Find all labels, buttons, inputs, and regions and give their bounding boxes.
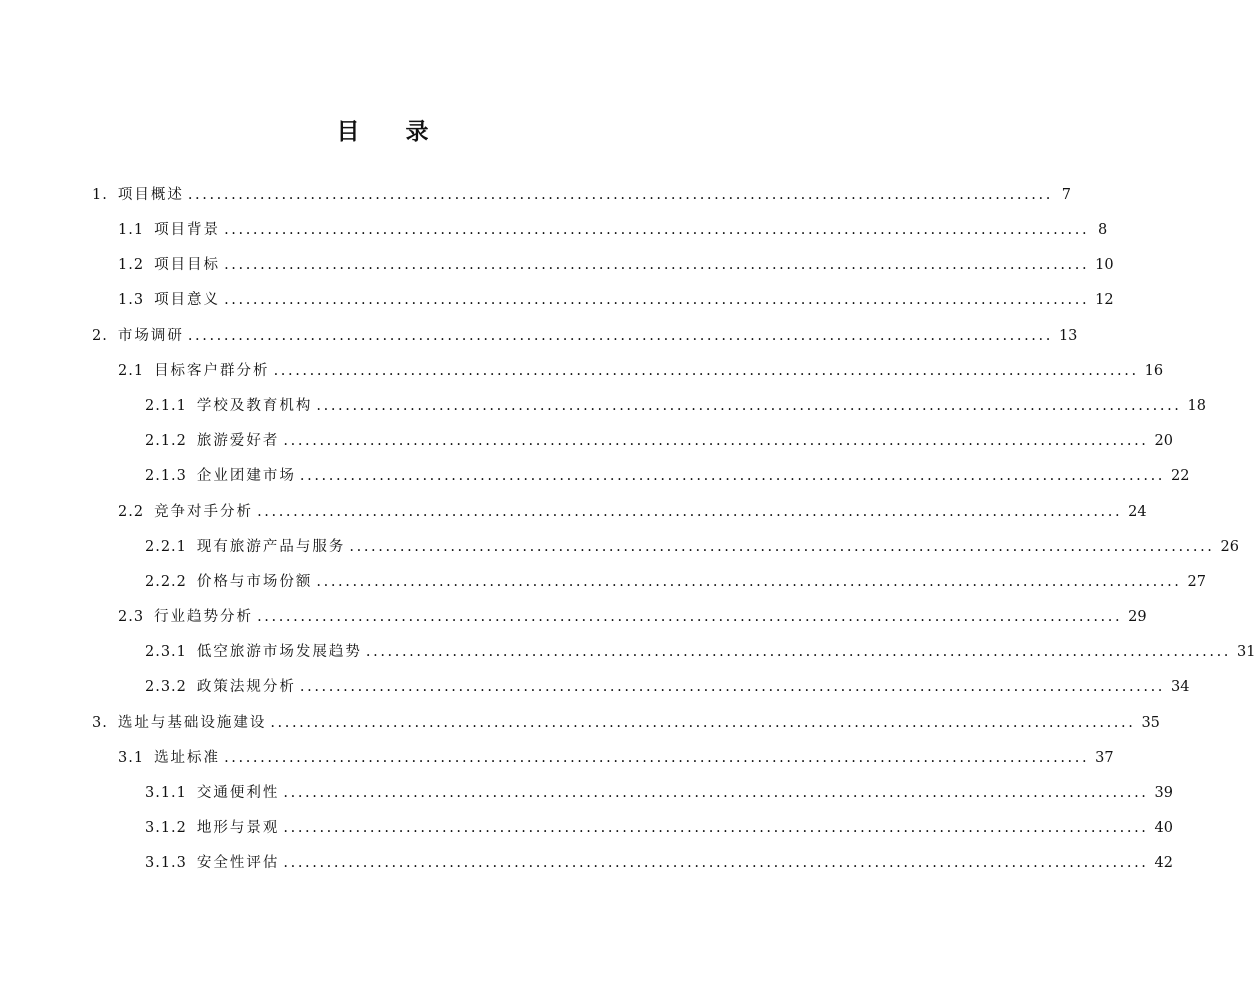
toc-dot-leader: ........................................................................................................................ [365,643,1232,660]
toc-entry-page-number: 35 [1141,714,1160,731]
toc-entry[interactable] [92,174,1071,203]
toc-entry[interactable] [145,666,1190,695]
toc-entry-number: 2.2 [118,503,145,520]
toc-entry-number: 1.1 [118,221,145,238]
toc-entry-title: 企业团建市场 [196,467,296,484]
toc-entry-number: 3.1.3 [145,854,187,871]
page-title [0,113,765,146]
toc-entry-number: 2.3.2 [145,678,187,695]
toc-entry-number: 2.1 [118,362,145,379]
toc-dot-leader: ........................................................................................................................ [299,467,1166,484]
toc-entry[interactable] [145,807,1173,836]
toc-entry-title: 交通便利性 [196,784,280,801]
toc-entry-page-number: 7 [1061,186,1071,203]
toc-entry-title: 低空旅游市场发展趋势 [196,643,362,660]
toc-entry-title: 竞争对手分析 [154,503,254,520]
toc-entry-title: 项目概述 [117,186,184,203]
toc-entry-number: 2.3 [118,608,145,625]
toc-entry-number: 2.1.1 [145,397,187,414]
toc-entry[interactable] [92,702,1160,731]
toc-entry[interactable] [145,526,1239,555]
toc-dot-leader: ........................................................................................................................ [187,327,1053,344]
toc-entry-page-number: 34 [1171,678,1190,695]
toc-dot-leader: ........................................................................................................................ [224,256,1090,273]
toc-entry[interactable] [118,491,1147,520]
toc-dot-leader: ........................................................................................................................ [283,432,1149,449]
toc-dot-leader: ........................................................................................................................ [257,503,1123,520]
toc-entry[interactable] [118,737,1114,766]
toc-entry-number: 2. [92,327,108,344]
toc-entry[interactable] [145,631,1255,660]
title-char-1: 目 [336,119,360,145]
toc-entry-title: 市场调研 [117,327,184,344]
toc-entry-page-number: 8 [1097,221,1108,238]
toc-entry[interactable] [145,455,1190,484]
toc-entry-title: 安全性评估 [196,854,280,871]
toc-entry[interactable] [145,385,1206,414]
toc-entry-page-number: 31 [1237,643,1255,660]
toc-entry-number: 2.2.1 [145,538,187,555]
toc-dot-leader: ........................................................................................................................ [257,608,1123,625]
toc-dot-leader: ........................................................................................................................ [299,678,1166,695]
toc-entry[interactable] [118,209,1108,238]
toc-entry[interactable] [118,350,1164,379]
toc-dot-leader: ........................................................................................................................ [270,714,1136,731]
toc-entry-title: 项目目标 [154,256,221,273]
toc-dot-leader: ........................................................................................................................ [316,573,1182,590]
toc-entry[interactable] [118,244,1114,273]
toc-dot-leader: ........................................................................................................................ [283,854,1149,871]
toc-entry-title: 选址与基础设施建设 [117,714,267,731]
toc-entry-number: 3. [92,714,108,731]
toc-entry[interactable] [118,596,1147,625]
toc-dot-leader: ........................................................................................................................ [273,362,1139,379]
toc-entry-title: 行业趋势分析 [154,608,254,625]
toc-entry-title: 目标客户群分析 [154,362,270,379]
toc-entry-page-number: 29 [1128,608,1147,625]
toc-entry-title: 价格与市场份额 [196,573,313,590]
toc-entry-page-number: 12 [1095,291,1114,308]
toc-entry[interactable] [118,279,1114,308]
toc-entry-number: 2.1.2 [145,432,187,449]
toc-entry-title: 选址标准 [154,749,221,766]
toc-entry[interactable] [145,772,1173,801]
toc-entry-number: 3.1.1 [145,784,187,801]
toc-entry-title: 地形与景观 [196,819,280,836]
toc-entry-title: 现有旅游产品与服务 [196,538,346,555]
toc-entry-page-number: 22 [1171,467,1190,484]
toc-entry-page-number: 39 [1154,784,1173,801]
toc-dot-leader: ........................................................................................................................ [283,784,1149,801]
toc-entry-number: 1.2 [118,256,145,273]
toc-dot-leader: ........................................................................................................................ [349,538,1215,555]
toc-entry-title: 项目背景 [154,221,221,238]
toc-entry-title: 旅游爱好者 [196,432,280,449]
toc-dot-leader: ........................................................................................................................ [283,819,1149,836]
toc-entry-page-number: 37 [1095,749,1114,766]
toc-entry-page-number: 24 [1128,503,1147,520]
toc-dot-leader: ........................................................................................................................ [224,291,1090,308]
toc-entry[interactable] [92,315,1078,344]
toc-dot-leader: ........................................................................................................................ [316,397,1182,414]
title-char-2: 录 [405,119,429,145]
toc-entry[interactable] [145,420,1173,449]
toc-entry-page-number: 40 [1154,819,1173,836]
toc-entry-page-number: 18 [1187,397,1206,414]
toc-entry-number: 3.1 [118,749,145,766]
toc-entry-number: 1. [92,186,108,203]
toc-entry-number: 1.3 [118,291,145,308]
toc-entry-number: 2.2.2 [145,573,187,590]
toc-entry-page-number: 27 [1187,573,1206,590]
toc-entry[interactable] [145,561,1206,590]
toc-entry-page-number: 10 [1095,256,1114,273]
toc-entry-title: 项目意义 [154,291,221,308]
toc-entry-title: 政策法规分析 [196,678,296,695]
toc-entry-page-number: 20 [1154,432,1173,449]
toc-entry-number: 2.3.1 [145,643,187,660]
toc-entry-number: 3.1.2 [145,819,187,836]
toc-entry-page-number: 13 [1058,327,1078,344]
toc-entry-number: 2.1.3 [145,467,187,484]
toc-entry[interactable] [145,842,1173,871]
toc-dot-leader: ........................................................................................................................ [187,186,1053,203]
toc-entry-page-number: 42 [1154,854,1173,871]
toc-dot-leader: ........................................................................................................................ [224,749,1090,766]
toc-entry-title: 学校及教育机构 [196,397,313,414]
toc-entry-page-number: 26 [1220,538,1239,555]
toc-dot-leader: ........................................................................................................................ [224,221,1090,238]
toc-entry-page-number: 16 [1144,362,1164,379]
